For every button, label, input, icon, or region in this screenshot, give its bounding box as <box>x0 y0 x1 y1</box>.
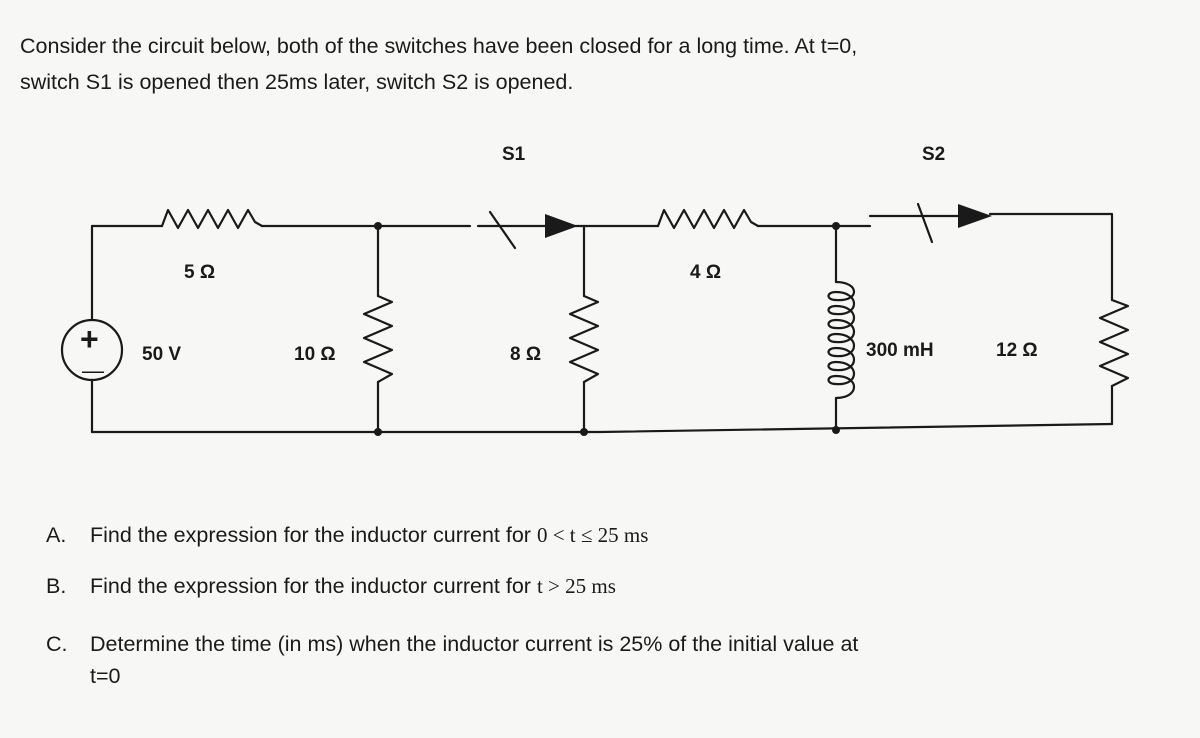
switch-s2-arrow-icon <box>958 204 992 228</box>
question-letter: A. <box>46 523 67 547</box>
resistor-12-ohm <box>1100 300 1128 386</box>
resistor-10-ohm <box>364 296 392 382</box>
switch-s2-blade <box>918 204 932 242</box>
label-10-ohm: 10 Ω <box>294 344 336 365</box>
question-text: Find the expression for the inductor current for <box>90 574 531 598</box>
switch-s1-arrow-icon <box>545 214 578 238</box>
wire-bottom <box>92 424 1112 432</box>
problem-line-2: switch S1 is opened then 25ms later, switch S2 is opened. <box>20 70 574 94</box>
question-c <box>46 628 858 692</box>
junction-dot <box>374 428 382 436</box>
question-math: 0 < t ≤ 25 ms <box>536 523 649 547</box>
label-s1: S1 <box>502 144 526 165</box>
question-a <box>46 519 648 551</box>
label-50v: 50 V <box>142 344 182 365</box>
question-math: t > 25 ms <box>536 574 616 598</box>
switch-s1-blade <box>490 212 515 248</box>
question-text: Determine the time (in ms) when the inductor current is 25% of the initial value at <box>90 632 859 656</box>
label-300mh: 300 mH <box>866 340 934 361</box>
question-letter: C. <box>46 632 68 656</box>
wire-after-s2 <box>990 214 1112 300</box>
junction-dot <box>580 428 588 436</box>
label-4-ohm: 4 Ω <box>690 262 722 283</box>
junction-dot <box>832 222 840 230</box>
question-letter: B. <box>46 574 67 598</box>
label-8-ohm: 8 Ω <box>510 344 542 365</box>
question-b <box>46 570 616 602</box>
label-s2: S2 <box>922 144 946 165</box>
junction-dot <box>374 222 382 230</box>
resistor-5-ohm <box>162 210 262 228</box>
label-5-ohm: 5 Ω <box>184 262 216 283</box>
source-plus-sign: + <box>80 321 99 357</box>
label-12-ohm: 12 Ω <box>996 340 1038 361</box>
inductor-300mh <box>829 282 855 398</box>
resistor-8-ohm <box>570 296 598 382</box>
problem-line-1: Consider the circuit below, both of the switches have been closed for a long time. At t=0, <box>20 34 858 58</box>
resistor-4-ohm <box>658 210 758 228</box>
source-minus-sign: — <box>82 358 104 383</box>
junction-dot <box>832 426 840 434</box>
question-continuation: t=0 <box>90 664 121 688</box>
question-text: Find the expression for the inductor current for <box>90 523 531 547</box>
